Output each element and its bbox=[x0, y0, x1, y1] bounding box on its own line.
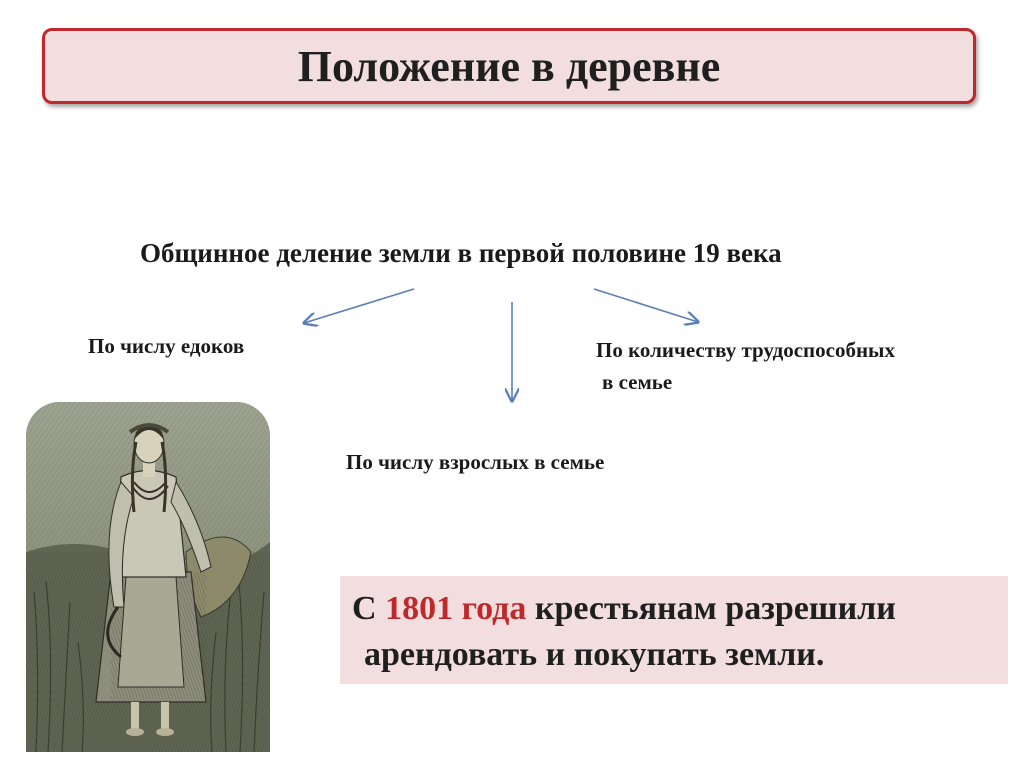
diagram-heading: Общинное деление земли в первой половине 19 века bbox=[140, 238, 782, 268]
branch-line-2: в семье bbox=[602, 370, 673, 394]
fact-year-highlight: 1801 года bbox=[385, 590, 527, 627]
branch-by-adults: По числу взрослых в семье bbox=[346, 450, 605, 474]
branch-by-able-bodied bbox=[596, 334, 895, 398]
arrow-left bbox=[304, 289, 414, 323]
fact-line-1-rest: крестьянам разрешили bbox=[526, 590, 896, 627]
fact-prefix: С bbox=[352, 590, 386, 627]
branch-by-eaters: По числу едоков bbox=[88, 334, 245, 358]
fact-box bbox=[340, 576, 1008, 684]
peasant-woman-engraving-icon bbox=[26, 402, 270, 752]
slide-title: Положение в деревне bbox=[297, 41, 721, 91]
branch-line-1: По количеству трудоспособных bbox=[596, 338, 895, 362]
fact-line-2: арендовать и покупать земли. bbox=[364, 636, 825, 673]
fact-line-1 bbox=[352, 590, 896, 628]
arrow-right bbox=[594, 289, 698, 322]
